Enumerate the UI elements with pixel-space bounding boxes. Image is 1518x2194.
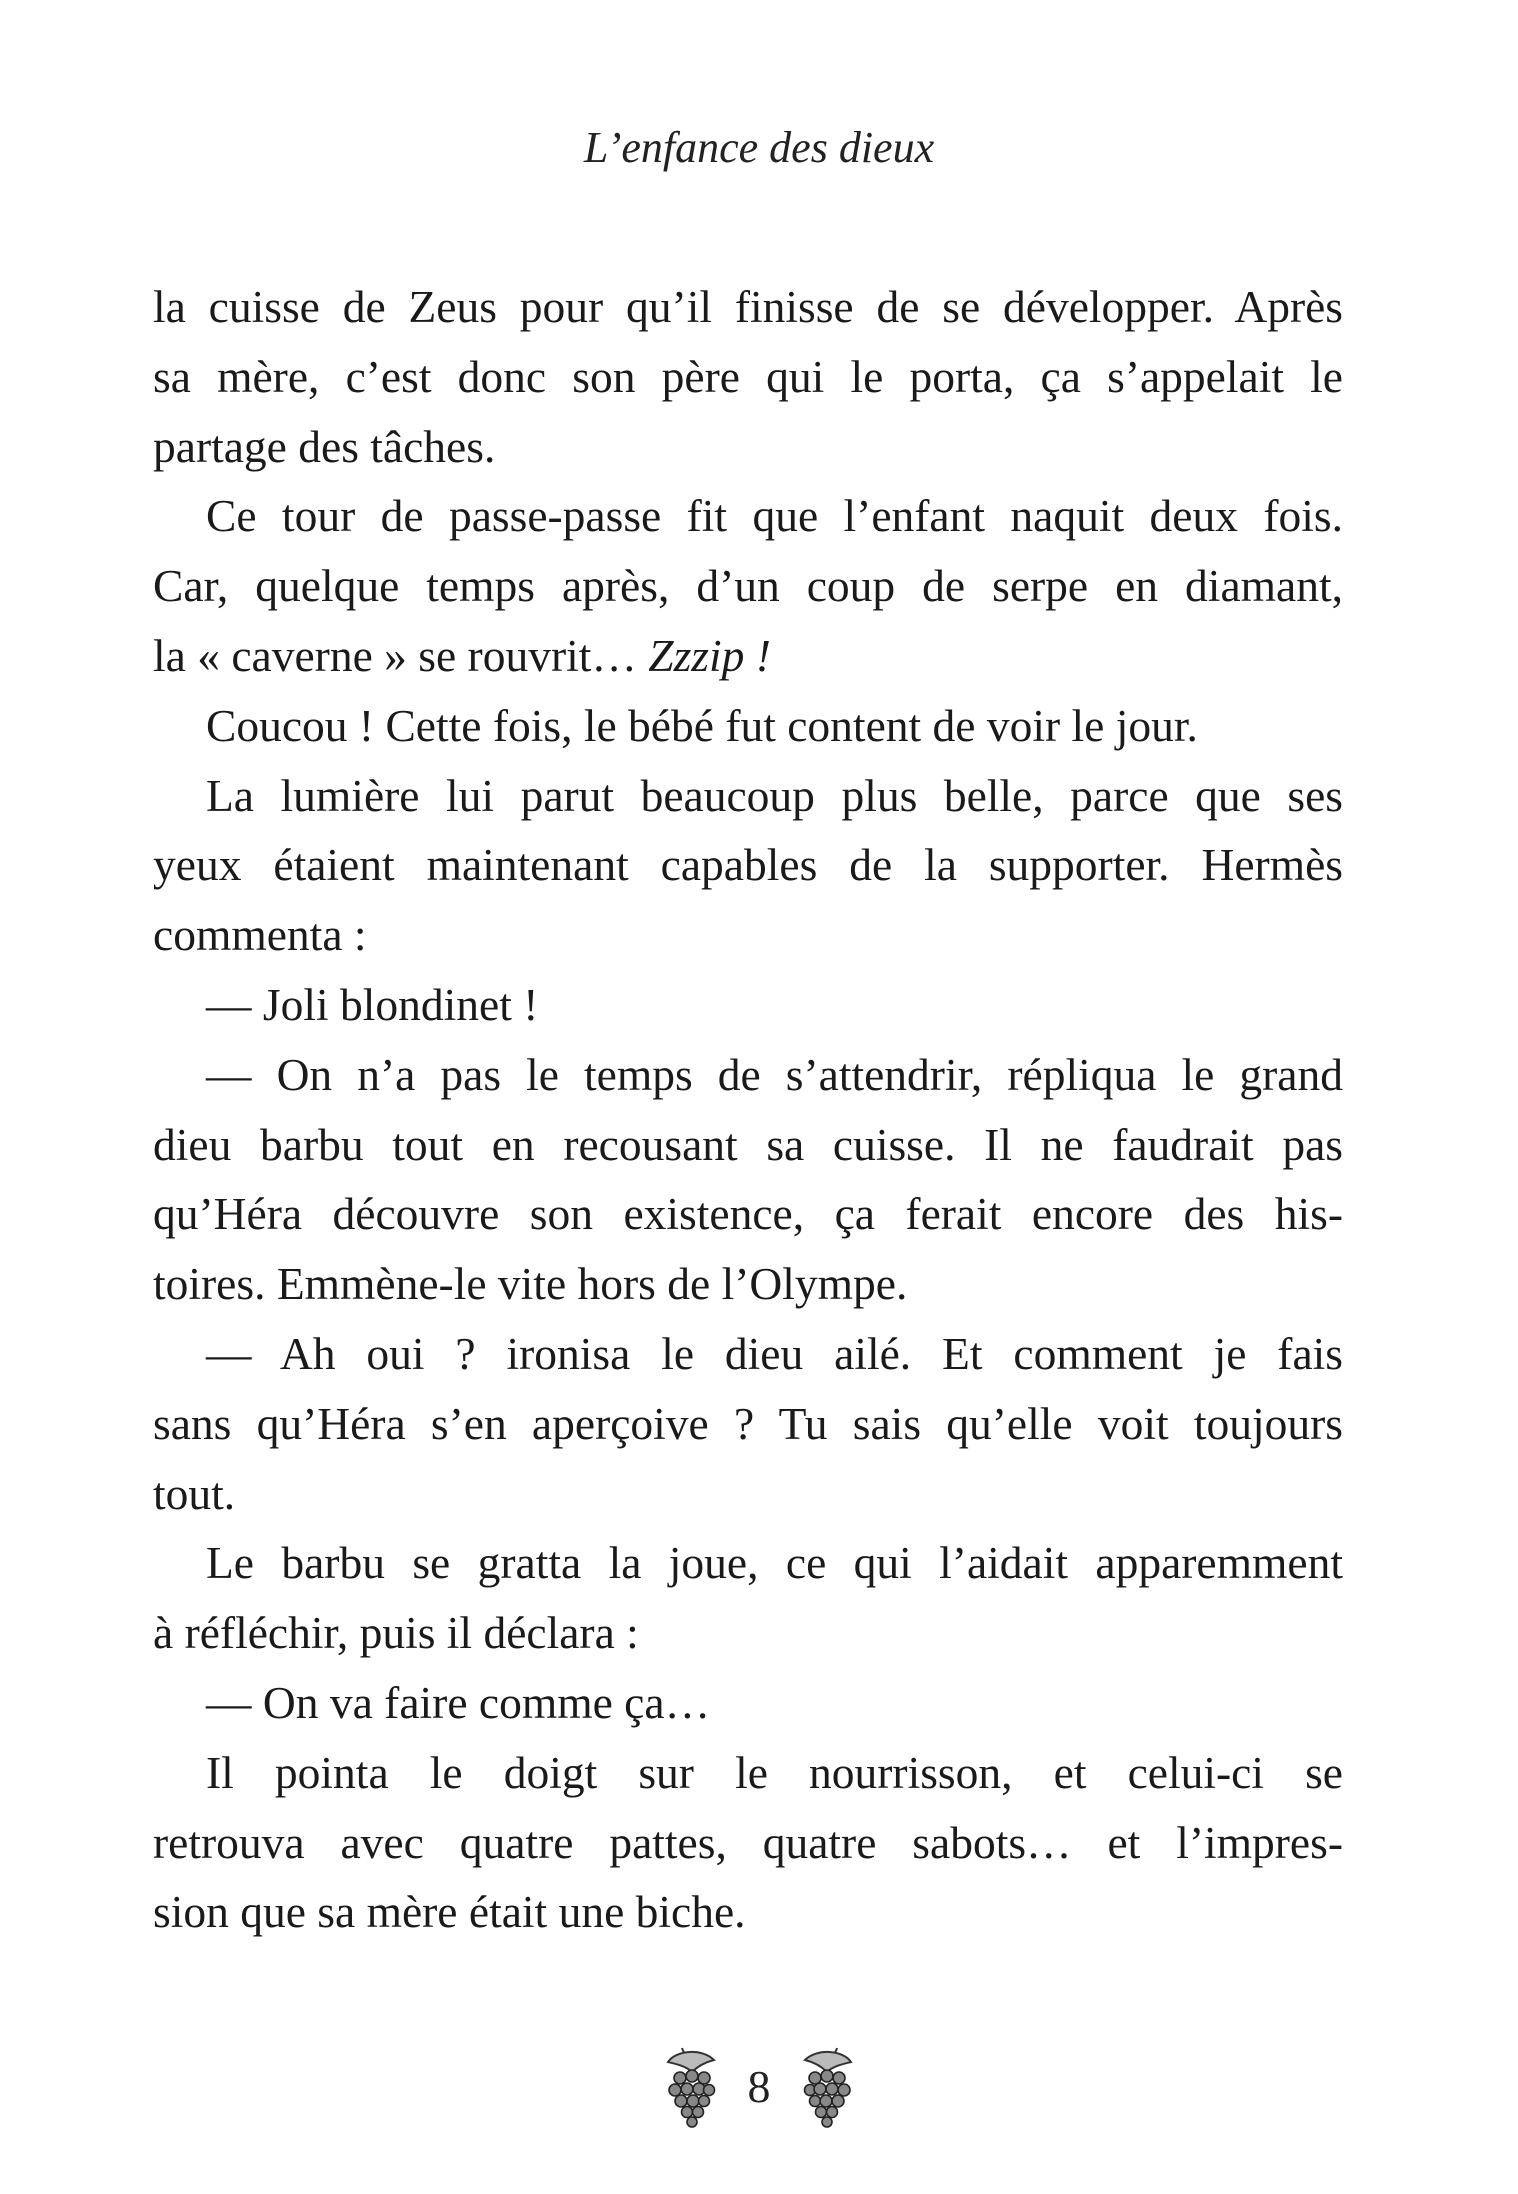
- text-line: commenta :: [153, 909, 367, 961]
- text-line: La lumière lui parut beaucoup plus belle, parce que ses: [206, 769, 1343, 821]
- text-line: la cuisse de Zeus pour qu’il finisse de se développer. Après: [153, 281, 1343, 332]
- text-line: sion que sa mère était une biche.: [153, 1886, 746, 1938]
- body-text: [153, 272, 1343, 1947]
- grape-cluster-icon: [662, 2042, 720, 2128]
- text-line: [153, 621, 1343, 691]
- text-line: retrouva avec quatre pattes, quatre sabots… et l’impres-: [153, 1816, 1343, 1868]
- dialogue-line: — On n’a pas le temps de s’attendrir, répliqua le grand: [206, 1048, 1343, 1100]
- text-line: Ce tour de passe-passe fit que l’enfant naquit deux fois.: [206, 490, 1343, 542]
- text-line: toires. Emmène-le vite hors de l’Olympe.: [153, 1258, 908, 1310]
- text-line: Coucou ! Cette fois, le bébé fut content de voir le jour.: [206, 699, 1198, 751]
- text-line: yeux étaient maintenant capables de la supporter. Hermès: [153, 839, 1343, 891]
- text-line: sans qu’Héra s’en aperçoive ? Tu sais qu’elle voit toujours: [153, 1397, 1343, 1449]
- text-line: qu’Héra découvre son existence, ça ferait encore des his-: [153, 1188, 1343, 1240]
- onomatopoeia: Zzzip !: [648, 629, 771, 681]
- text-line: partage des tâches.: [153, 420, 496, 472]
- text-line: Il pointa le doigt sur le nourrisson, et celui-ci se: [206, 1746, 1343, 1798]
- text-segment: la « caverne » se rouvrit…: [153, 629, 649, 681]
- page-footer: [0, 2040, 1518, 2130]
- page-number: 8: [747, 2061, 771, 2112]
- text-line: sa mère, c’est donc son père qui le porta, ça s’appelait le: [153, 350, 1343, 402]
- dialogue-line: — Joli blondinet !: [206, 978, 539, 1030]
- text-line: Le barbu se gratta la joue, ce qui l’aidait apparemment: [206, 1537, 1343, 1589]
- grape-cluster-icon: [799, 2042, 857, 2128]
- text-line: à réfléchir, puis il déclara :: [153, 1607, 639, 1659]
- dialogue-line: — On va faire comme ça…: [206, 1676, 711, 1728]
- dialogue-line: — Ah oui ? ironisa le dieu ailé. Et comment je fais: [206, 1327, 1343, 1379]
- text-line: tout.: [153, 1467, 236, 1519]
- text-line: Car, quelque temps après, d’un coup de serpe en diamant,: [153, 560, 1343, 612]
- running-header: L’enfance des dieux: [583, 123, 935, 172]
- text-line: dieu barbu tout en recousant sa cuisse. Il ne faudrait pas: [153, 1118, 1343, 1170]
